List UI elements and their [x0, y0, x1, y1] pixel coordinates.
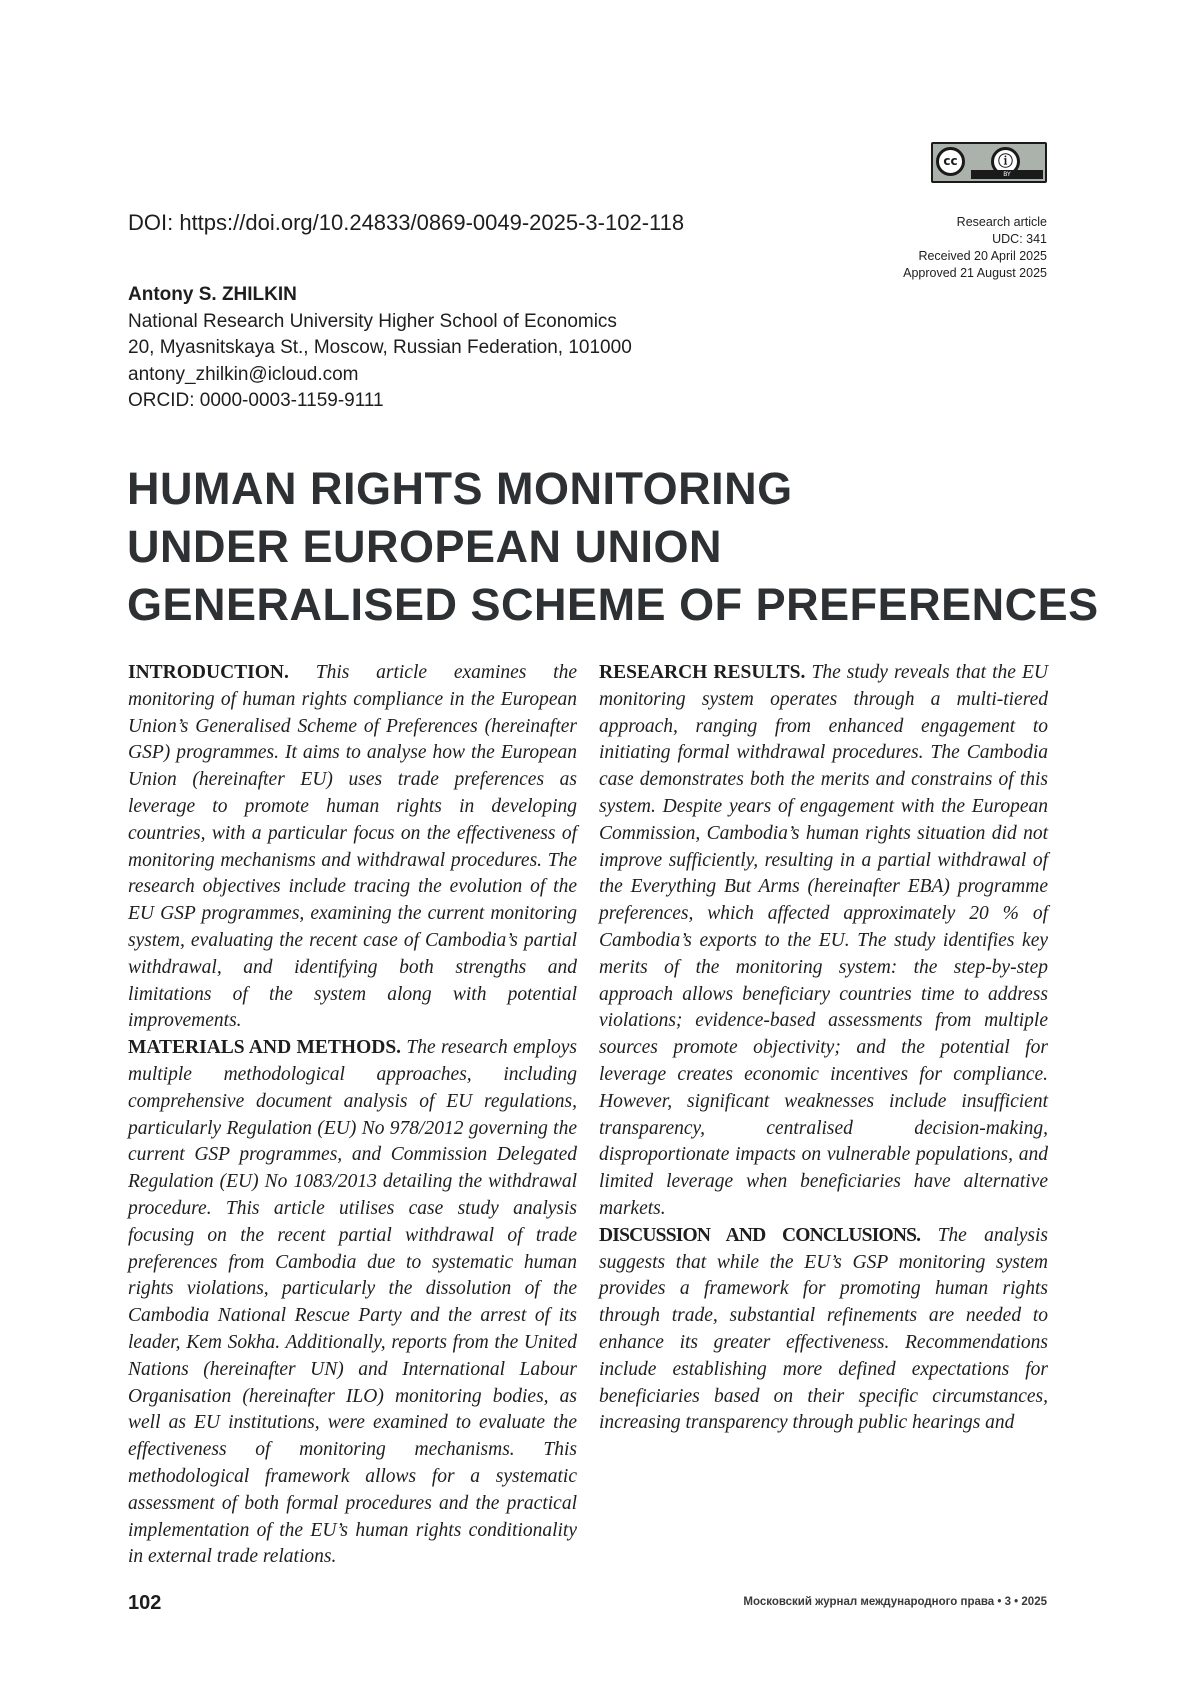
abstract-discussion: [599, 1223, 1048, 1437]
section-text: The study reveals that the EU monitoring system operates through a multi-tiered approach, ranging from enhanced engagement to initiating formal withdrawal procedures. The Cambodia case demonstrates both the merits and constrains of this system. Despite years of engagement with the European Commission, Cambodia’s human rights situation did not improve sufficiently, resulting in a partial withdrawal of the Everything But Arms (hereinafter EBA) programme preferences, which affected approximately 20 % of Cambodia’s exports to the EU. The study identifies key merits of the monitoring system: the step-by-step approach allows beneficiary countries time to address violations; evidence-based assessments from multiple sources promote objectivity; and the potential for leverage creates economic incentives for compliance. However, significant weaknesses include insufficient transparency, centralised decision-making, disproportionate impacts on vulnerable populations, and limited leverage when beneficiaries have alternative markets.: [599, 662, 1048, 1219]
title-line: GENERALISED SCHEME OF PREFERENCES: [127, 579, 1099, 630]
section-heading: RESEARCH RESULTS.: [599, 662, 806, 683]
author-name: Antony S. ZHILKIN: [128, 284, 297, 305]
abstract-introduction: [128, 660, 577, 1035]
author-block: [128, 282, 632, 415]
page-number: 102: [128, 1592, 162, 1614]
cc-icon: cc: [936, 147, 965, 176]
section-heading: INTRODUCTION.: [128, 662, 289, 683]
title-line: UNDER EUROPEAN UNION: [127, 521, 723, 572]
by-label: BY: [971, 170, 1043, 179]
abstract-methods: [128, 1035, 577, 1571]
article-type: Research article: [956, 215, 1047, 229]
section-text: This article examines the monitoring of human rights compliance in the European Union’s Generalised Scheme of Preferences (hereinafter GSP) programmes. It aims to analyse how the European Union (hereinafter EU) uses trade preferences as leverage to promote human rights in developing countries, with a particular focus on the effectiveness of monitoring mechanisms and withdrawal procedures. The research objectives include tracing the evolution of the EU GSP programmes, examining the current monitoring system, evaluating the recent case of Cambodia’s partial withdrawal, and identifying both strengths and limitations of the system along with potential improvements.: [128, 662, 578, 1032]
abstract-column-right: [599, 660, 1048, 1437]
author-address: 20, Myasnitskaya St., Moscow, Russian Federation, 101000: [128, 337, 632, 358]
abstract-results: [599, 660, 1048, 1223]
approved-date: Approved 21 August 2025: [903, 266, 1047, 280]
cc-by-license-badge: [931, 142, 1047, 183]
by-person-icon: ⓘ: [991, 147, 1020, 176]
article-title: [127, 460, 1099, 634]
title-line: HUMAN RIGHTS MONITORING: [127, 463, 793, 514]
section-heading: MATERIALS AND METHODS.: [128, 1037, 402, 1059]
abstract-column-left: [128, 660, 577, 1571]
author-orcid[interactable]: ORCID: 0000-0003-1159-9111: [128, 390, 384, 411]
running-footer-journal: Московский журнал международного права • 3 • 2025: [743, 1596, 1047, 1608]
author-affiliation: National Research University Higher School of Economics: [128, 310, 617, 332]
section-text: The research employs multiple methodological approaches, including comprehensive document analysis of EU regulations, particularly Regulation (EU) No 978/2012 governing the current GSP programmes, and Commission Delegated Regulation (EU) No 1083/2013 detailing the withdrawal procedure. This article utilises case study analysis focusing on the recent partial withdrawal of trade preferences from Cambodia due to systematic human rights violations, particularly the dissolution of the Cambodia National Rescue Party and the arrest of its leader, Kem Sokha. Additionally, reports from the United Nations (hereinafter UN) and International Labour Organisation (hereinafter ILO) monitoring bodies, as well as EU institutions, were examined to evaluate the effectiveness of monitoring mechanisms. This methodological framework allows for a systematic assessment of both formal procedures and the practical implementation of the EU’s human rights conditionality in external trade relations.: [128, 1037, 578, 1568]
section-text: The analysis suggests that while the EU’s GSP monitoring system provides a framework for promoting human rights through trade, substantial refinements are needed to enhance its greater effectiveness. Recommendations include establishing more defined expectations for beneficiaries based on their specific circumstances, increasing transparency through public hearings and: [599, 1224, 1049, 1434]
received-date: Received 20 April 2025: [918, 249, 1047, 263]
section-heading: DISCUSSION AND CONCLUSIONS.: [599, 1224, 921, 1246]
udc-code: UDC: 341: [992, 232, 1047, 246]
doi-link[interactable]: DOI: https://doi.org/10.24833/0869-0049-2025-3-102-118: [128, 210, 685, 235]
author-email[interactable]: antony_zhilkin@icloud.com: [128, 363, 359, 385]
article-meta: [903, 214, 1047, 282]
